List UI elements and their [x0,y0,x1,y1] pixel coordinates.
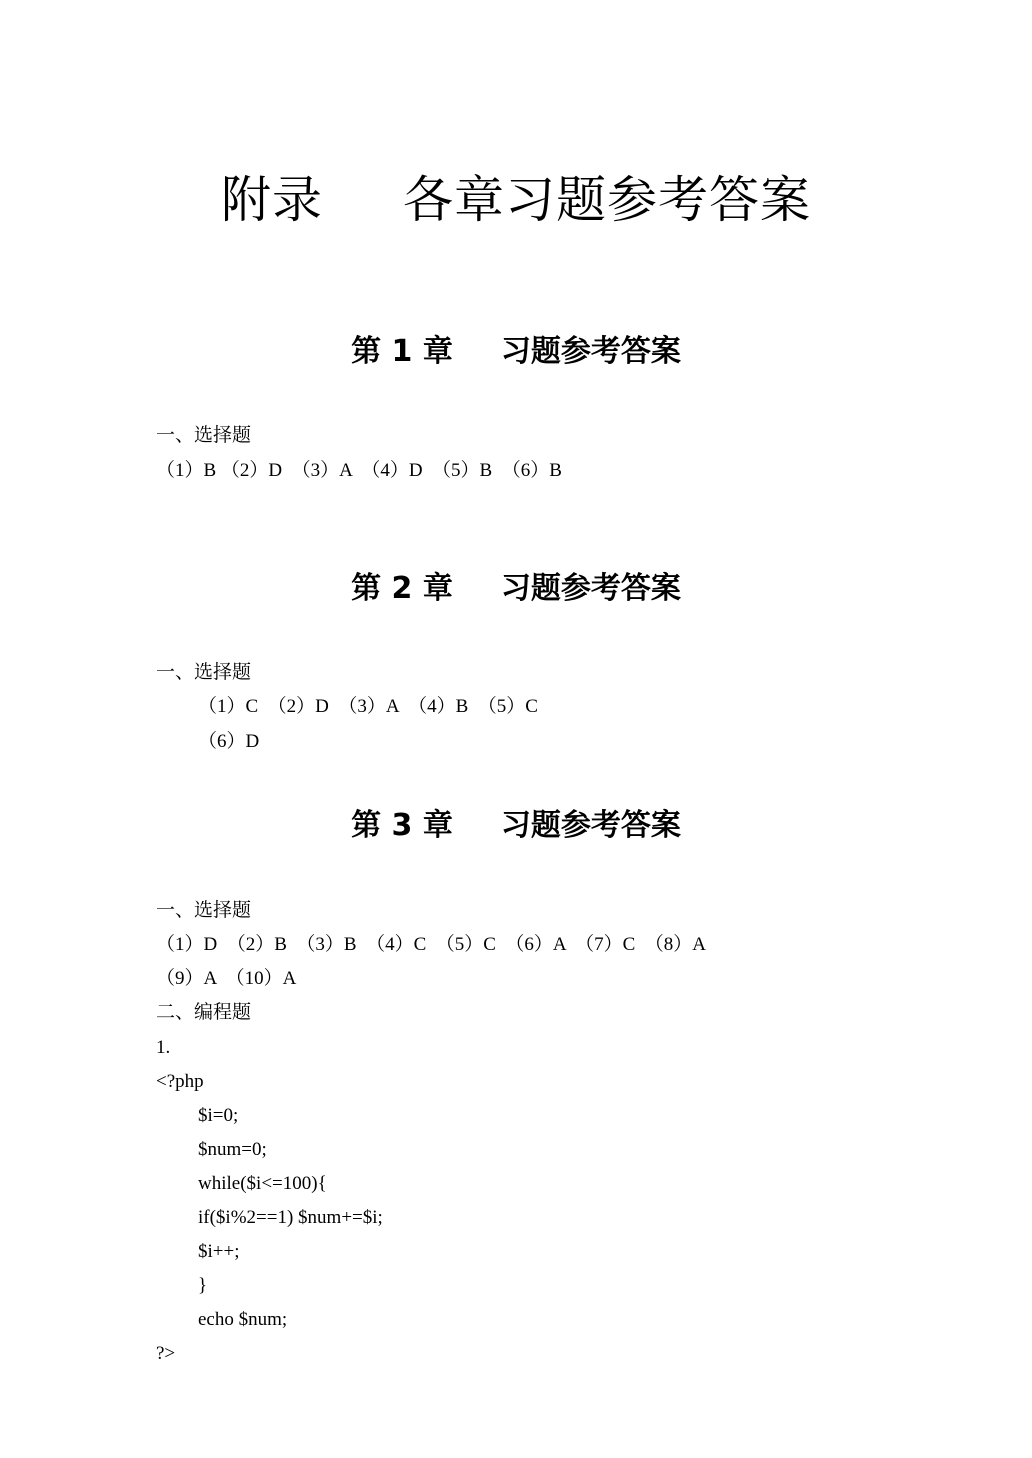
chapter-3-number: 第 3 章 [351,808,453,843]
chapter-2-section-label: 一、选择题 [156,662,252,683]
code-line: while($i<=100){ [198,1173,327,1194]
chapter-2-answers-line-2: （6）D [198,731,260,752]
chapter-2-heading-text: 习题参考答案 [500,571,681,606]
appendix-title [0,168,1032,232]
code-line: } [198,1275,208,1296]
code-line: $num=0; [198,1139,267,1160]
chapter-3-answers-line-1: （1）D （2）B （3）B （4）C （5）C （6）A （7）C （8）A [156,934,706,955]
appendix-subtitle: 各章习题参考答案 [403,171,811,229]
code-line: $i=0; [198,1105,239,1126]
chapter-3-heading [0,806,1032,846]
chapter-1-heading-text: 习题参考答案 [500,334,681,369]
chapter-3-programming-label: 二、编程题 [156,1002,252,1023]
chapter-2-answers-line-1: （1）C （2）D （3）A （4）B （5）C [198,696,538,717]
code-line: if($i%2==1) $num+=$i; [198,1207,383,1228]
chapter-1-heading [0,332,1032,372]
program-number: 1. [156,1037,171,1058]
code-line: $i++; [198,1241,240,1262]
appendix-label: 附录 [221,171,323,229]
chapter-2-heading [0,569,1032,609]
chapter-3-heading-text: 习题参考答案 [500,808,681,843]
chapter-2-number: 第 2 章 [351,571,453,606]
chapter-3-section-label: 一、选择题 [156,900,252,921]
chapter-1-answers-line-1: （1）B （2）D （3）A （4）D （5）B （6）B [156,460,562,481]
chapter-1-number: 第 1 章 [351,334,453,369]
code-line: ?> [156,1343,176,1364]
chapter-1-section-label: 一、选择题 [156,425,252,446]
chapter-3-answers-line-2: （9）A （10）A [156,968,297,989]
code-line: <?php [156,1071,204,1092]
code-line: echo $num; [198,1309,288,1330]
